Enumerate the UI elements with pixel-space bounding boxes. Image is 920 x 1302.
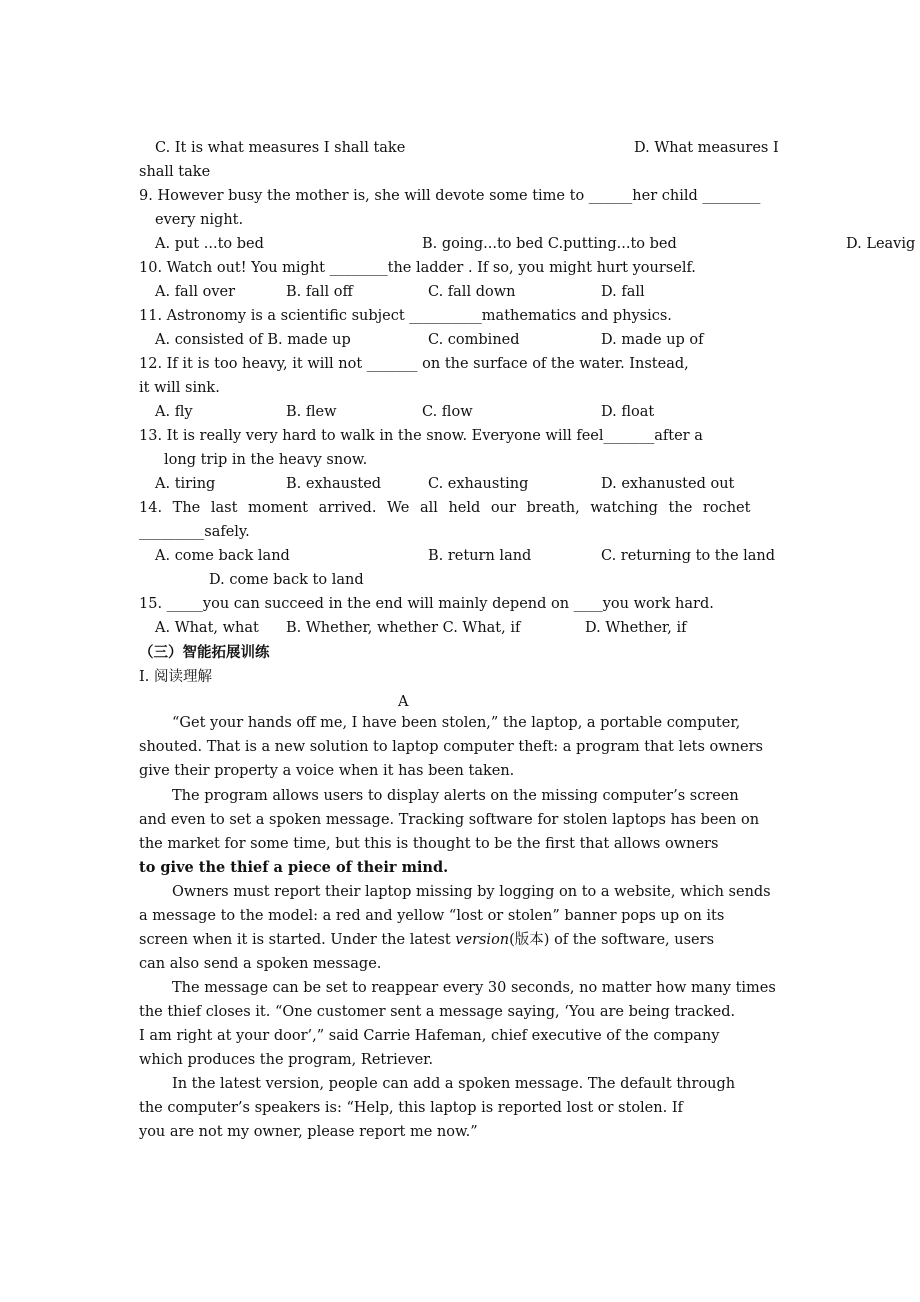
passage-p2-line4-bold: to give the thief a piece of their mind. xyxy=(139,859,449,876)
passage-p3-line3-b: (版本) of the software, users xyxy=(509,932,715,948)
q10-option-b: B. fall off xyxy=(286,284,353,300)
passage-label: A xyxy=(398,694,409,710)
passage-p1-line2: shouted. That is a new solution to laptop computer theft: a program that lets owners xyxy=(139,739,763,755)
passage-p3-line3 xyxy=(139,930,714,950)
passage-p1-line3: give their property a voice when it has been taken. xyxy=(139,763,515,779)
q8-option-d: D. What measures I xyxy=(634,140,779,156)
q8-option-c: C. It is what measures I shall take xyxy=(155,140,406,156)
q13-option-c: C. exhausting xyxy=(428,476,529,492)
passage-p2-line3: the market for some time, but this is thought to be the first that allows owners xyxy=(139,836,719,852)
q10-option-c: C. fall down xyxy=(428,284,516,300)
q14-stem: 14. The last moment arrived. We all held our breath, watching the rochet xyxy=(139,500,751,516)
q9-option-a: A. put ...to bed xyxy=(155,236,264,252)
q15-option-d: D. Whether, if xyxy=(585,620,687,636)
q15-option-a: A. What, what xyxy=(155,620,259,636)
passage-p4-line1: The message can be set to reappear every 30 seconds, no matter how many times xyxy=(172,980,776,996)
passage-p3-line3-a: screen when it is started. Under the latest xyxy=(139,932,456,948)
q8-option-d-cont: shall take xyxy=(139,164,211,180)
q9-option-bc: B. going...to bed C.putting...to bed xyxy=(422,236,677,252)
passage-p3-line4: can also send a spoken message. xyxy=(139,956,382,972)
q9-stem: 9. However busy the mother is, she will devote some time to ______her child ________ xyxy=(139,188,761,204)
q14-option-b: B. return land xyxy=(428,548,532,564)
q12-stem-cont: it will sink. xyxy=(139,380,220,396)
q9-stem-cont: every night. xyxy=(155,212,244,228)
q12-option-d: D. float xyxy=(601,404,655,420)
passage-p4-line2: the thief closes it. “One customer sent a message saying, ‘You are being tracked. xyxy=(139,1004,736,1020)
q15-option-bc: B. Whether, whether C. What, if xyxy=(286,620,521,636)
q14-option-a: A. come back land xyxy=(155,548,290,564)
q14-option-c: C. returning to the land xyxy=(601,548,776,564)
q10-stem: 10. Watch out! You might ________the ladder . If so, you might hurt yourself. xyxy=(139,260,696,276)
q13-option-d: D. exhanusted out xyxy=(601,476,735,492)
q13-option-a: A. tiring xyxy=(155,476,216,492)
passage-p3-line1: Owners must report their laptop missing by logging on to a website, which sends xyxy=(172,884,771,900)
passage-p3-line2: a message to the model: a red and yellow “lost or stolen” banner pops up on its xyxy=(139,908,725,924)
passage-p5-line1: In the latest version, people can add a spoken message. The default through xyxy=(172,1076,736,1092)
q13-stem: 13. It is really very hard to walk in the snow. Everyone will feel_______after a xyxy=(139,428,703,444)
passage-p5-line2: the computer’s speakers is: “Help, this laptop is reported lost or stolen. If xyxy=(139,1100,683,1116)
reading-heading: I. 阅读理解 xyxy=(139,669,212,685)
q11-option-ab: A. consisted of B. made up xyxy=(155,332,351,348)
q9-option-d: D. Leavig xyxy=(846,236,916,252)
passage-p4-line3: I am right at your door’,” said Carrie Hafeman, chief executive of the company xyxy=(139,1028,720,1044)
q11-option-d: D. made up of xyxy=(601,332,704,348)
passage-p5-line3: you are not my owner, please report me now.” xyxy=(139,1124,478,1140)
passage-p2-line2: and even to set a spoken message. Tracking software for stolen laptops has been on xyxy=(139,812,760,828)
q14-option-d: D. come back to land xyxy=(209,572,364,588)
q14-stem-cont: _________safely. xyxy=(139,524,250,540)
q12-stem: 12. If it is too heavy, it will not _______ on the surface of the water. Instead, xyxy=(139,356,689,372)
q12-option-a: A. fly xyxy=(155,404,193,420)
q12-option-c: C. flow xyxy=(422,404,473,420)
q10-option-a: A. fall over xyxy=(155,284,236,300)
q12-option-b: B. flew xyxy=(286,404,337,420)
q13-stem-cont: long trip in the heavy snow. xyxy=(164,452,368,468)
q13-option-b: B. exhausted xyxy=(286,476,382,492)
q11-option-c: C. combined xyxy=(428,332,520,348)
passage-p1-line1: “Get your hands off me, I have been stolen,” the laptop, a portable computer, xyxy=(172,715,741,731)
passage-p2-line1: The program allows users to display alerts on the missing computer’s screen xyxy=(172,788,739,804)
version-word: version xyxy=(455,932,510,948)
q15-stem: 15. _____you can succeed in the end will mainly depend on ____you work hard. xyxy=(139,596,714,612)
q10-option-d: D. fall xyxy=(601,284,645,300)
passage-p4-line4: which produces the program, Retriever. xyxy=(139,1052,434,1068)
section-heading: （三）智能拓展训练 xyxy=(139,645,270,661)
q11-stem: 11. Astronomy is a scientific subject __________mathematics and physics. xyxy=(139,308,672,324)
